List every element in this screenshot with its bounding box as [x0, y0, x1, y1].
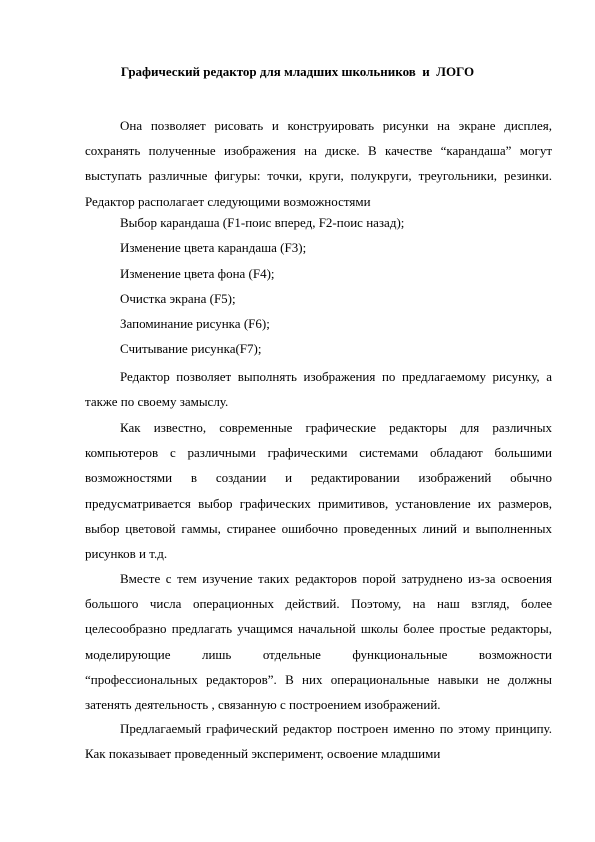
feature-item: Изменение цвета карандаша (F3);	[120, 240, 307, 255]
paragraph-2: Редактор позволяет выполнять изображения по предлагаемому рисунку, а также по своему замыслу.	[85, 369, 552, 410]
paragraph-4: Вместе с тем изучение таких редакторов порой затруднено из-за освоения большого числа операционных действий. Поэтому, на наш взгляд, более целесообразно предлагать учащимся начальной школы более простые редакторы, моделирующие лишь отдельные функциональные возможности “профессиональных редакторов”. В них операциональные навыки не должны затенять деятельность , связанную с построением изображений.	[85, 571, 552, 713]
feature-item: Запоминание рисунка (F6);	[120, 316, 270, 331]
feature-item: Считывание рисунка(F7);	[120, 341, 262, 356]
intro-paragraph: Она позволяет рисовать и конструировать рисунки на экране дисплея, сохранять полученные изображения на диске. В качестве “карандаша” могут выступать различные фигуры: точки, круги, полукруги, треугольники, резинки. Редактор располагает следующими возможностями	[85, 118, 552, 209]
feature-item: Очистка экрана (F5);	[120, 291, 236, 306]
document-title: Графический редактор для младших школьников и ЛОГО	[120, 64, 475, 79]
paragraph-3: Как известно, современные графические редакторы для различных компьютеров с различными графическими системами обладают большими возможностями в создании и редактировании изображений обычно предусматривается выбор графических примитивов, установление их размеров, выбор цветовой гаммы, стиранее ошибочно проведенных линий и выполненных рисунков и т.д.	[85, 420, 552, 562]
feature-item: Изменение цвета фона (F4);	[120, 266, 275, 281]
paragraph-5: Предлагаемый графический редактор построен именно по этому принципу. Как показывает проведенный эксперимент, освоение младшими	[85, 721, 552, 762]
feature-item: Выбор карандаша (F1-поис вперед, F2-поис назад);	[120, 215, 405, 230]
